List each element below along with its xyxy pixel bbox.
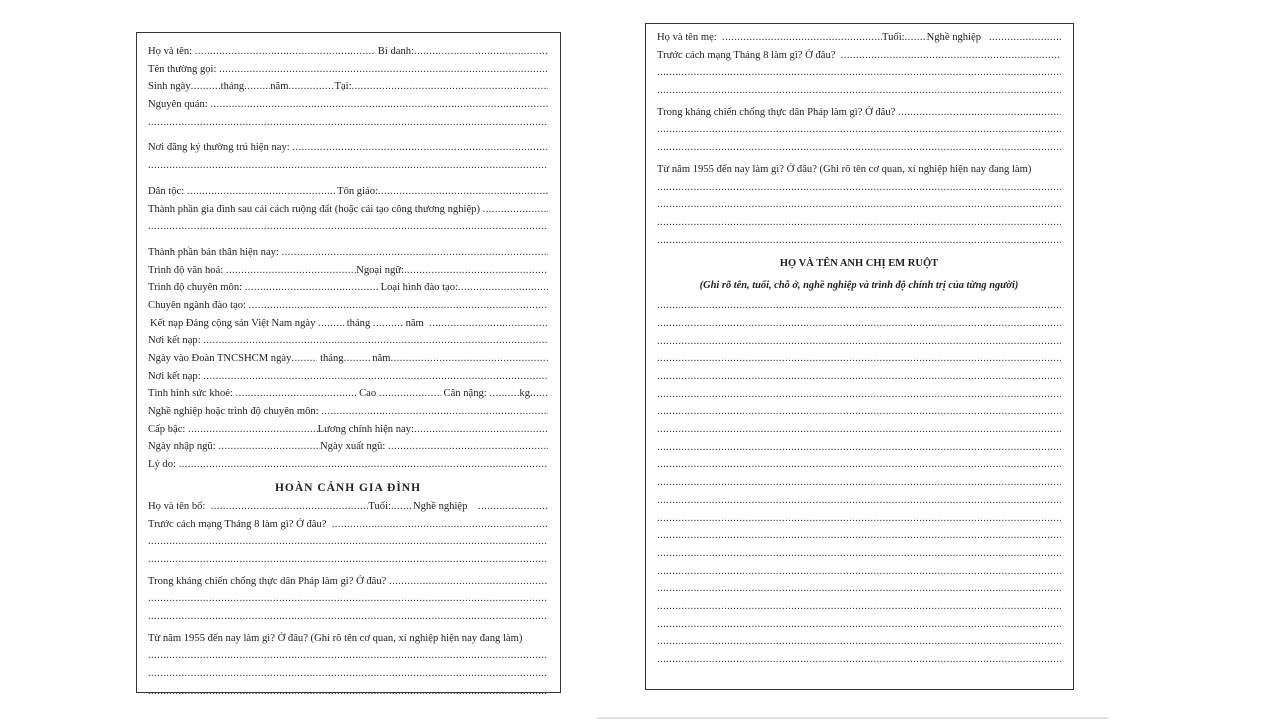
field-mother-resistance[interactable] bbox=[898, 104, 1061, 122]
sibling-line bbox=[657, 527, 1061, 545]
field-residence[interactable] bbox=[292, 139, 548, 157]
field-sibling-line[interactable] bbox=[657, 545, 1061, 563]
sibling-line bbox=[657, 386, 1061, 404]
field-sibling-line[interactable] bbox=[657, 456, 1061, 474]
label-birth-place: Tại: bbox=[334, 81, 352, 93]
sibling-line bbox=[657, 403, 1061, 421]
field-mother-occupation[interactable] bbox=[989, 29, 1061, 47]
field-sibling-line[interactable] bbox=[657, 439, 1061, 457]
label-union-admission: Ngày vào Đoàn TNCSHCM ngày bbox=[148, 353, 292, 364]
field-mother-since-1955-5[interactable] bbox=[657, 232, 1061, 250]
row-father-resistance-3 bbox=[148, 608, 548, 626]
field-personal-class[interactable] bbox=[282, 244, 548, 262]
field-mother-age[interactable] bbox=[905, 29, 927, 47]
row-common-name bbox=[148, 61, 548, 79]
label-mother-age: Tuổi: bbox=[882, 32, 905, 43]
sibling-line bbox=[657, 545, 1061, 563]
field-father-resistance[interactable] bbox=[389, 573, 548, 591]
field-mother-resistance-3[interactable] bbox=[657, 139, 1061, 157]
sibling-line bbox=[657, 510, 1061, 528]
field-party-month[interactable] bbox=[373, 315, 403, 333]
row-mother-resistance bbox=[657, 104, 1061, 122]
field-father-age[interactable] bbox=[391, 498, 413, 516]
label-birth-day: Sinh ngày bbox=[148, 81, 191, 93]
field-sibling-line[interactable] bbox=[657, 633, 1061, 651]
sibling-line bbox=[657, 563, 1061, 581]
sibling-line bbox=[657, 368, 1061, 386]
row-full-name bbox=[148, 43, 548, 61]
field-family-class-cont[interactable] bbox=[148, 218, 548, 236]
row-mother-since-1955-2 bbox=[657, 179, 1061, 197]
label-residence: Nơi đăng ký thường trú hiện nay: bbox=[148, 142, 290, 154]
row-mother-resistance-3 bbox=[657, 139, 1061, 157]
sibling-line bbox=[657, 616, 1061, 634]
field-major[interactable] bbox=[249, 297, 548, 315]
row-residence-cont bbox=[148, 157, 548, 175]
field-mother-name[interactable] bbox=[722, 29, 882, 47]
field-father-before-revolution-3[interactable] bbox=[148, 551, 548, 569]
row-mother-since-1955 bbox=[657, 161, 1061, 179]
row-mother-resistance-2 bbox=[657, 121, 1061, 139]
label-height: Cao bbox=[359, 388, 377, 400]
field-residence-cont[interactable] bbox=[148, 157, 548, 175]
row-residence bbox=[148, 139, 548, 157]
row-health bbox=[148, 385, 548, 403]
field-birth-place[interactable] bbox=[352, 78, 548, 96]
row-father-since-1955-2 bbox=[148, 647, 548, 665]
label-education: Trình độ văn hoá: bbox=[148, 264, 224, 276]
field-sibling-line[interactable] bbox=[657, 492, 1061, 510]
field-union-year[interactable] bbox=[391, 350, 548, 368]
label-hometown: Nguyên quán: bbox=[148, 99, 208, 111]
row-hometown-cont bbox=[148, 114, 548, 132]
field-party-day[interactable] bbox=[318, 315, 344, 333]
label-full-name: Họ và tên: bbox=[148, 46, 193, 57]
row-father-resistance bbox=[148, 573, 548, 591]
subheading-siblings-note: (Ghi rõ tên, tuổi, chỗ ở, nghề nghiệp và trình độ chính trị của từng người) bbox=[699, 280, 1019, 292]
row-union-admission bbox=[148, 350, 548, 368]
label-father-since-1955: Từ năm 1955 đến nay làm gì? Ở đâu? (Ghi rõ tên cơ quan, xí nghiệp hiện nay đang làm) bbox=[148, 632, 523, 644]
field-full-name[interactable] bbox=[195, 43, 375, 61]
field-occupation[interactable] bbox=[321, 403, 548, 421]
row-occupation bbox=[148, 403, 548, 421]
label-party-month: tháng bbox=[346, 317, 371, 329]
field-sibling-line[interactable] bbox=[657, 297, 1061, 315]
label-mother-name: Họ và tên mẹ: bbox=[657, 32, 717, 43]
row-party-admission bbox=[148, 315, 548, 333]
row-father-since-1955 bbox=[148, 630, 548, 648]
label-major: Chuyên ngành đào tạo: bbox=[148, 299, 246, 311]
field-party-place[interactable] bbox=[203, 332, 548, 350]
label-religion: Tôn giáo: bbox=[337, 185, 378, 197]
label-father-before-revolution: Trước cách mạng Tháng 8 làm gì? Ở đâu? bbox=[148, 518, 327, 530]
field-father-since-1955-3[interactable] bbox=[148, 665, 548, 683]
row-birth bbox=[148, 78, 548, 96]
row-mother-since-1955-5 bbox=[657, 232, 1061, 250]
field-weight[interactable] bbox=[489, 385, 519, 403]
form-page-left bbox=[136, 32, 561, 693]
row-reason bbox=[148, 456, 548, 474]
field-sibling-line[interactable] bbox=[657, 598, 1061, 616]
label-rank: Cấp bậc: bbox=[148, 423, 186, 435]
sibling-line bbox=[657, 474, 1061, 492]
field-mother-before-revolution-2[interactable] bbox=[657, 64, 1061, 82]
field-party-year[interactable] bbox=[429, 315, 548, 333]
label-enlistment: Ngày nhập ngũ: bbox=[148, 441, 216, 453]
field-father-before-revolution-2[interactable] bbox=[148, 533, 548, 551]
field-father-name[interactable] bbox=[211, 498, 369, 516]
label-reason: Lý do: bbox=[148, 459, 176, 471]
label-common-name: Tên thường gọi: bbox=[148, 63, 217, 75]
sibling-line bbox=[657, 651, 1061, 669]
field-sibling-line[interactable] bbox=[657, 315, 1061, 333]
row-personal-class bbox=[148, 244, 548, 262]
field-sibling-line[interactable] bbox=[657, 421, 1061, 439]
row-family-class bbox=[148, 201, 548, 219]
field-sibling-line[interactable] bbox=[657, 563, 1061, 581]
label-qualification: Trình độ chuyên môn: bbox=[148, 282, 243, 294]
field-sibling-line[interactable] bbox=[657, 527, 1061, 545]
field-father-since-1955-2[interactable] bbox=[148, 647, 548, 665]
field-mother-since-1955-4[interactable] bbox=[657, 214, 1061, 232]
row-qualification bbox=[148, 279, 548, 297]
label-foreign-language: Ngoại ngữ: bbox=[356, 264, 404, 276]
label-father-age: Tuổi: bbox=[368, 500, 391, 512]
field-sibling-line[interactable] bbox=[657, 510, 1061, 528]
label-occupation: Nghề nghiệp hoặc trình độ chuyên môn: bbox=[148, 406, 319, 418]
label-personal-class: Thành phần bản thân hiện nay: bbox=[148, 246, 279, 258]
field-alias[interactable] bbox=[414, 43, 548, 61]
field-height[interactable] bbox=[379, 385, 441, 403]
row-mother-since-1955-4 bbox=[657, 214, 1061, 232]
field-sibling-line[interactable] bbox=[657, 368, 1061, 386]
sibling-line bbox=[657, 492, 1061, 510]
label-alias: Bí danh: bbox=[377, 46, 414, 57]
row-father-before-revolution-3 bbox=[148, 551, 548, 569]
sibling-line bbox=[657, 633, 1061, 651]
row-father-name bbox=[148, 498, 548, 516]
field-father-resistance-3[interactable] bbox=[148, 608, 548, 626]
label-training-type: Loại hình đào tạo: bbox=[380, 282, 458, 294]
field-father-before-revolution[interactable] bbox=[332, 516, 548, 534]
field-salary[interactable] bbox=[414, 421, 548, 439]
sibling-line bbox=[657, 333, 1061, 351]
siblings-lines bbox=[657, 297, 1061, 668]
sibling-line bbox=[657, 439, 1061, 457]
sibling-line bbox=[657, 456, 1061, 474]
field-qualification[interactable] bbox=[245, 279, 378, 297]
row-ethnicity bbox=[148, 183, 548, 201]
row-father-since-1955-4 bbox=[148, 683, 548, 701]
label-weight: Cân nặng: bbox=[443, 388, 487, 400]
field-father-occupation[interactable] bbox=[478, 498, 548, 516]
field-birth-day[interactable] bbox=[191, 78, 221, 96]
field-sibling-line[interactable] bbox=[657, 350, 1061, 368]
field-sibling-line[interactable] bbox=[657, 333, 1061, 351]
row-father-before-revolution-2 bbox=[148, 533, 548, 551]
label-ethnicity: Dân tộc: bbox=[148, 185, 185, 197]
field-discharge[interactable] bbox=[388, 438, 548, 456]
sibling-line bbox=[657, 580, 1061, 598]
row-mother-before-revolution-3 bbox=[657, 82, 1061, 100]
label-mother-occupation: Nghề nghiệp bbox=[926, 32, 982, 43]
field-union-day[interactable] bbox=[291, 350, 317, 368]
field-mother-resistance-2[interactable] bbox=[657, 121, 1061, 139]
label-birth-month: tháng bbox=[220, 81, 245, 93]
field-enlistment[interactable] bbox=[218, 438, 320, 456]
form-page-right bbox=[645, 23, 1074, 690]
field-sibling-line[interactable] bbox=[657, 651, 1061, 669]
sibling-line bbox=[657, 315, 1061, 333]
field-sibling-line[interactable] bbox=[657, 580, 1061, 598]
field-hometown-cont[interactable] bbox=[148, 114, 548, 132]
row-mother-before-revolution-2 bbox=[657, 64, 1061, 82]
field-religion[interactable] bbox=[378, 183, 548, 201]
label-health: Tình hình sức khoẻ: bbox=[148, 388, 233, 400]
field-training-type[interactable] bbox=[458, 279, 548, 297]
row-education bbox=[148, 262, 548, 280]
field-foreign-language[interactable] bbox=[404, 262, 548, 280]
label-party-admission: Kết nạp Đảng cộng sản Việt Nam ngày bbox=[150, 317, 316, 329]
row-enlistment bbox=[148, 438, 548, 456]
label-union-month: tháng bbox=[320, 353, 344, 364]
sibling-line bbox=[657, 598, 1061, 616]
label-discharge: Ngày xuất ngũ: bbox=[320, 441, 386, 453]
row-mother-before-revolution bbox=[657, 47, 1061, 65]
row-rank bbox=[148, 421, 548, 439]
field-union-place[interactable] bbox=[203, 368, 548, 386]
row-father-since-1955-3 bbox=[148, 665, 548, 683]
label-mother-since-1955: Từ năm 1955 đến nay làm gì? Ở đâu? (Ghi rõ tên cơ quan, xí nghiệp hiện nay đang làm) bbox=[657, 163, 1032, 175]
field-union-month[interactable] bbox=[344, 350, 370, 368]
label-mother-resistance: Trong kháng chiến chống thực dân Pháp làm gì? Ở đâu? bbox=[657, 106, 896, 118]
row-father-before-revolution bbox=[148, 516, 548, 534]
field-father-resistance-2[interactable] bbox=[148, 590, 548, 608]
row-major bbox=[148, 297, 548, 315]
field-sibling-line[interactable] bbox=[657, 474, 1061, 492]
row-union-place bbox=[148, 368, 548, 386]
field-mother-since-1955-2[interactable] bbox=[657, 179, 1061, 197]
row-party-place bbox=[148, 332, 548, 350]
field-sibling-line[interactable] bbox=[657, 403, 1061, 421]
label-union-year: năm bbox=[372, 353, 391, 364]
label-salary: Lương chính hiện nay: bbox=[317, 423, 414, 435]
field-sibling-line[interactable] bbox=[657, 386, 1061, 404]
label-father-occupation: Nghề nghiệp bbox=[412, 500, 468, 512]
label-party-place: Nơi kết nạp: bbox=[148, 335, 201, 347]
field-birth-year[interactable] bbox=[288, 78, 334, 96]
field-birth-month[interactable] bbox=[244, 78, 270, 96]
field-weight-tail bbox=[530, 385, 548, 403]
field-mother-before-revolution-3[interactable] bbox=[657, 82, 1061, 100]
sibling-line bbox=[657, 297, 1061, 315]
label-family-class: Thành phần gia đình sau cải cách ruộng đất (hoặc cải tạo công thương nghiệp) bbox=[148, 203, 480, 215]
row-mother-since-1955-3 bbox=[657, 196, 1061, 214]
field-ethnicity[interactable] bbox=[187, 183, 337, 201]
field-common-name[interactable] bbox=[219, 61, 548, 79]
sibling-line bbox=[657, 350, 1061, 368]
row-father-resistance-2 bbox=[148, 590, 548, 608]
label-mother-before-revolution: Trước cách mạng Tháng 8 làm gì? Ở đâu? bbox=[657, 49, 836, 61]
label-party-year: năm bbox=[405, 317, 424, 329]
field-hometown[interactable] bbox=[210, 96, 548, 114]
field-education[interactable] bbox=[226, 262, 356, 280]
heading-siblings: HỌ VÀ TÊN ANH CHỊ EM RUỘT bbox=[779, 258, 939, 270]
row-family-class-cont bbox=[148, 218, 548, 236]
bottom-divider bbox=[597, 717, 1109, 719]
field-sibling-line[interactable] bbox=[657, 616, 1061, 634]
field-health[interactable] bbox=[236, 385, 357, 403]
heading-family-circumstances: HOÀN CẢNH GIA ĐÌNH bbox=[274, 481, 422, 494]
field-father-since-1955-4[interactable] bbox=[148, 683, 548, 701]
field-rank[interactable] bbox=[188, 421, 318, 439]
field-mother-since-1955-3[interactable] bbox=[657, 196, 1061, 214]
field-family-class[interactable] bbox=[483, 201, 548, 219]
label-father-name: Họ và tên bố: bbox=[148, 500, 206, 512]
label-kg: kg bbox=[519, 388, 530, 400]
row-hometown bbox=[148, 96, 548, 114]
label-birth-year: năm bbox=[270, 81, 289, 93]
sibling-line bbox=[657, 421, 1061, 439]
field-mother-before-revolution[interactable] bbox=[841, 47, 1061, 65]
row-mother-name bbox=[657, 29, 1061, 47]
field-reason[interactable] bbox=[179, 456, 548, 474]
label-union-place: Nơi kết nạp: bbox=[148, 370, 201, 382]
label-father-resistance: Trong kháng chiến chống thực dân Pháp làm gì? Ở đâu? bbox=[148, 575, 387, 587]
